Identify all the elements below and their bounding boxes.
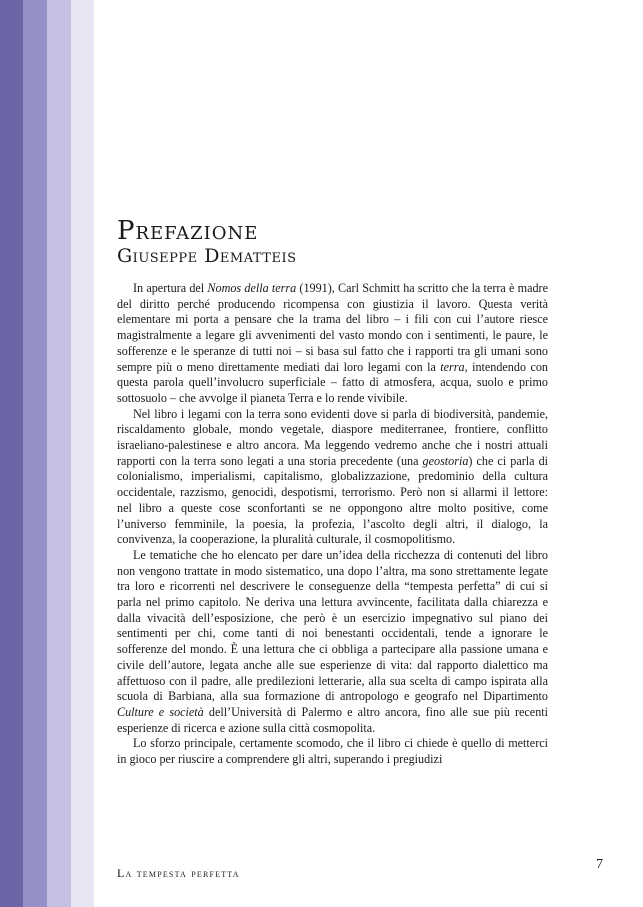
italic-text: Culture e società: [117, 704, 204, 719]
text-run: In apertura del: [133, 281, 208, 295]
paragraph: [117, 281, 548, 407]
text-run: (1991), Carl Schmitt ha scritto che la terra è madre del diritto perché producendo ricompensa con giustizia il lavoro. Questa verità elementare mi porta a pensare che la trama del libro – i fili con cui l’autore riesce magistralmente a legare gli avvenimenti del vasto mondo con i sentimenti, le paure, le sofferenze e le speranze di tutti noi – si basa sul fatto che i rapporti tra gli umani sono sempre più o meno direttamente mediati dai loro legami con la: [117, 281, 548, 374]
text-run: ) che ci parla di colonialismo, imperialismi, capitalismo, globalizzazione, predominio della cultura occidentale, razzismo, genocidi, despotismi, terrorismo. Però non si allarmi il lettore: nel libro a queste cose sconfortanti se ne oppongono altre molto positive, come l’universo femminile, la poesia, la profezia, l’ascolto degli altri, il dialogo, la convivenza, la cooperazione, la pluralità culturale, il cosmopolitismo.: [117, 453, 549, 547]
stripe-band: [71, 0, 94, 907]
italic-text: geostoria: [422, 453, 469, 468]
body-text: [117, 281, 548, 768]
decorative-stripes: [0, 0, 94, 907]
stripe-band: [47, 0, 71, 907]
text-run: dell’Università di Palermo e altro ancora, fino alle sue più recenti esperienze di ricerca e azione sulla città cosmopolita.: [117, 704, 549, 735]
paragraph: [117, 407, 548, 548]
italic-text: Nomos della terra: [207, 281, 297, 295]
text-run: Lo sforzo principale, certamente scomodo, che il libro ci chiede è quello di metterci in gioco per riuscire a comprendere gli altri, superando i pregiudizi: [117, 736, 548, 767]
text-run: , intendendo con questa parola quell’involucro superficiale – fatto di atmosfera, acqua, suolo e primo sottosuolo – che avvolge il pianeta Terra e lo rende vivibile.: [117, 359, 548, 405]
paragraph: [117, 548, 548, 736]
running-title: La tempesta perfetta: [117, 866, 240, 880]
text-run: Le tematiche che ho elencato per dare un’idea della ricchezza di contenuti del libro non vengono trattate in modo sistematico, una dopo l’altra, ma sono strettamente legate tra loro e ricorrenti nel descrivere le conseguenze della “tempesta perfetta” di cui si parla nel primo capitolo. Ne deriva una lettura avvincente, facilitata dalla chiarezza e dalla vivacità dell’esposizione, che però è un esercizio impegnativo sul piano dei sentimenti per chi, come tanti di noi benestanti occidentali, tende a ignorare le sofferenze del mondo. È una lettura che ci obbliga a partecipare alla passione umana e civile dell’autore, legata anche alle sue esperienze di vita: dal rapporto dialettico ma affettuoso con il padre, alle predilezioni letterarie, alla sua scelta di campo ispirata alla scuola di Barbiana, alla sua formazione di antropologo e geografo nel Dipartimento: [117, 547, 548, 704]
italic-text: terra: [440, 359, 465, 374]
page-number: 7: [596, 857, 603, 872]
text-run: Nel libro i legami con la terra sono evidenti dove si parla di biodiversità, pandemie, riscaldamento globale, mondo vegetale, diaspore mediterranee, frontiere, conflitto israeliano-palestinese e altro ancora. Ma leggendo vedremo anche che i nostri attuali rapporti con la terra sono legati a una storia precedente (una: [117, 406, 548, 468]
chapter-title: Prefazione: [117, 216, 259, 246]
paragraph: [117, 736, 548, 767]
stripe-band: [23, 0, 47, 907]
stripe-band: [0, 0, 23, 907]
chapter-author: Giuseppe Dematteis: [117, 245, 297, 267]
